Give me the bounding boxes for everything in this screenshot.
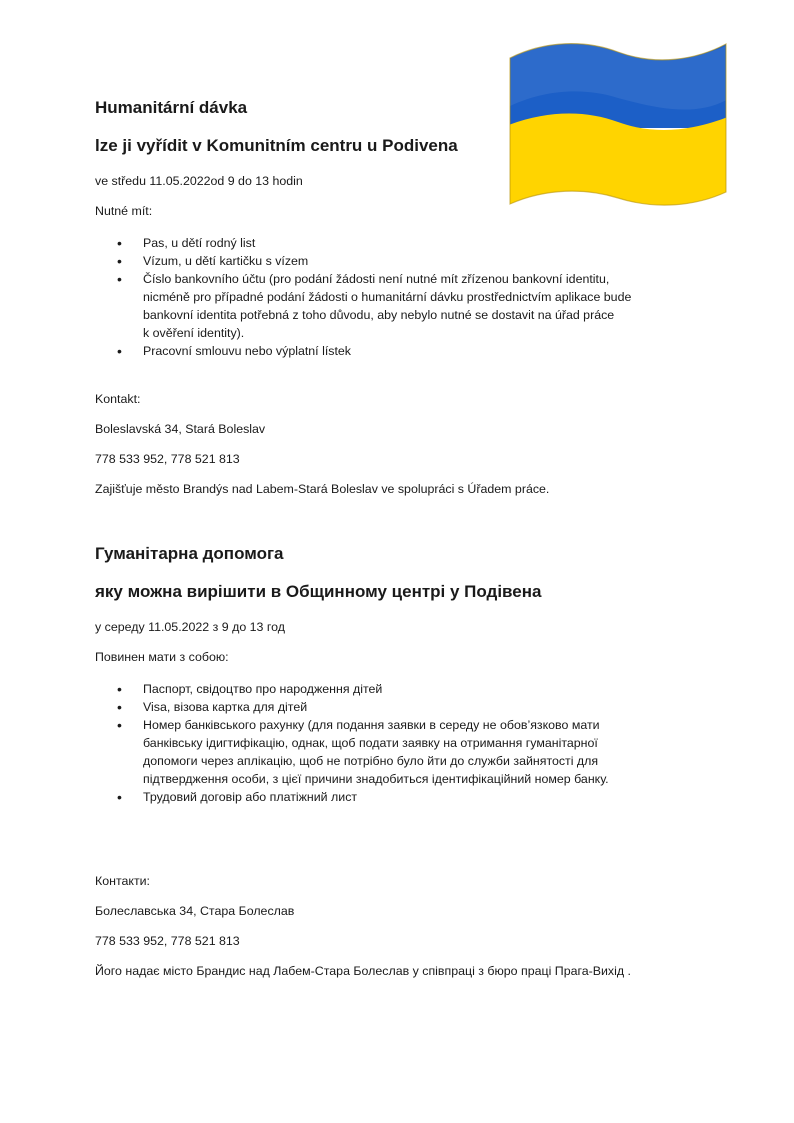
ua-requirements-list <box>95 680 685 806</box>
ua-date: у середу 11.05.2022 з 9 до 13 год <box>95 620 285 634</box>
cz-subtitle: lze ji vyřídit v Komunitním centru u Podivena <box>95 136 458 155</box>
cz-provider: Zajišťuje město Brandýs nad Labem-Stará Boleslav ve spolupráci s Úřadem práce. <box>95 482 550 496</box>
ua-title: Гуманітарна допомога <box>95 544 284 563</box>
ua-subtitle: яку можна вирішити в Общинному центрі у Подівена <box>95 582 542 601</box>
list-item: • Pas, u dětí rodný list <box>95 234 685 252</box>
list-item: • Visa, візова картка для дітей <box>95 698 685 716</box>
cz-need-label: Nutné mít: <box>95 204 153 218</box>
list-item: • Pracovní smlouvu nebo výplatní lístek <box>95 342 685 360</box>
list-item: • Vízum, u dětí kartičku s vízem <box>95 252 685 270</box>
ua-need-label: Повинен мати з собою: <box>95 650 229 664</box>
list-item: • Паспорт, свідоцтво про народження дітей <box>95 680 685 698</box>
cz-title: Humanitární dávka <box>95 98 248 117</box>
ua-phones: 778 533 952, 778 521 813 <box>95 934 240 948</box>
list-item: • Číslo bankovního účtu (pro podání žádosti není nutné mít zřízenou bankovní identitu, nicméně pro případné podání žádosti o humanitární dávku prostřednictvím aplikace bude bankovní identita potřebná z toho důvodu, aby nebylo nutné se dostavit na úřad práce k ověření identity). <box>95 270 685 342</box>
cz-phones: 778 533 952, 778 521 813 <box>95 452 240 466</box>
ua-address: Болеславська 34, Стара Болеслав <box>95 904 295 918</box>
cz-date: ve středu 11.05.2022od 9 do 13 hodin <box>95 174 303 188</box>
cz-address: Boleslavská 34, Stará Boleslav <box>95 422 266 436</box>
cz-requirements-list <box>95 234 685 360</box>
list-item: • Трудовий договір або платіжний лист <box>95 788 685 806</box>
ua-provider: Його надає місто Брандис над Лабем-Стара Болеслав у співпраці з бюро праці Прага-Вихід . <box>95 964 631 978</box>
list-item: • Номер банківського рахунку (для подання заявки в середу не обов’язково мати банківську ідигтифікацію, однак, щоб подати заявку на отримання гуманітарної допомоги через аплікацію, щоб не потрібно було йти до служби зайнятості для підтвердження особи, з цієї причини знадобиться ідентифікаційний номер банку. <box>95 716 685 788</box>
cz-contact-label: Kontakt: <box>95 392 141 406</box>
ukraine-flag-icon <box>506 38 730 208</box>
ua-contact-label: Контакти: <box>95 874 150 888</box>
